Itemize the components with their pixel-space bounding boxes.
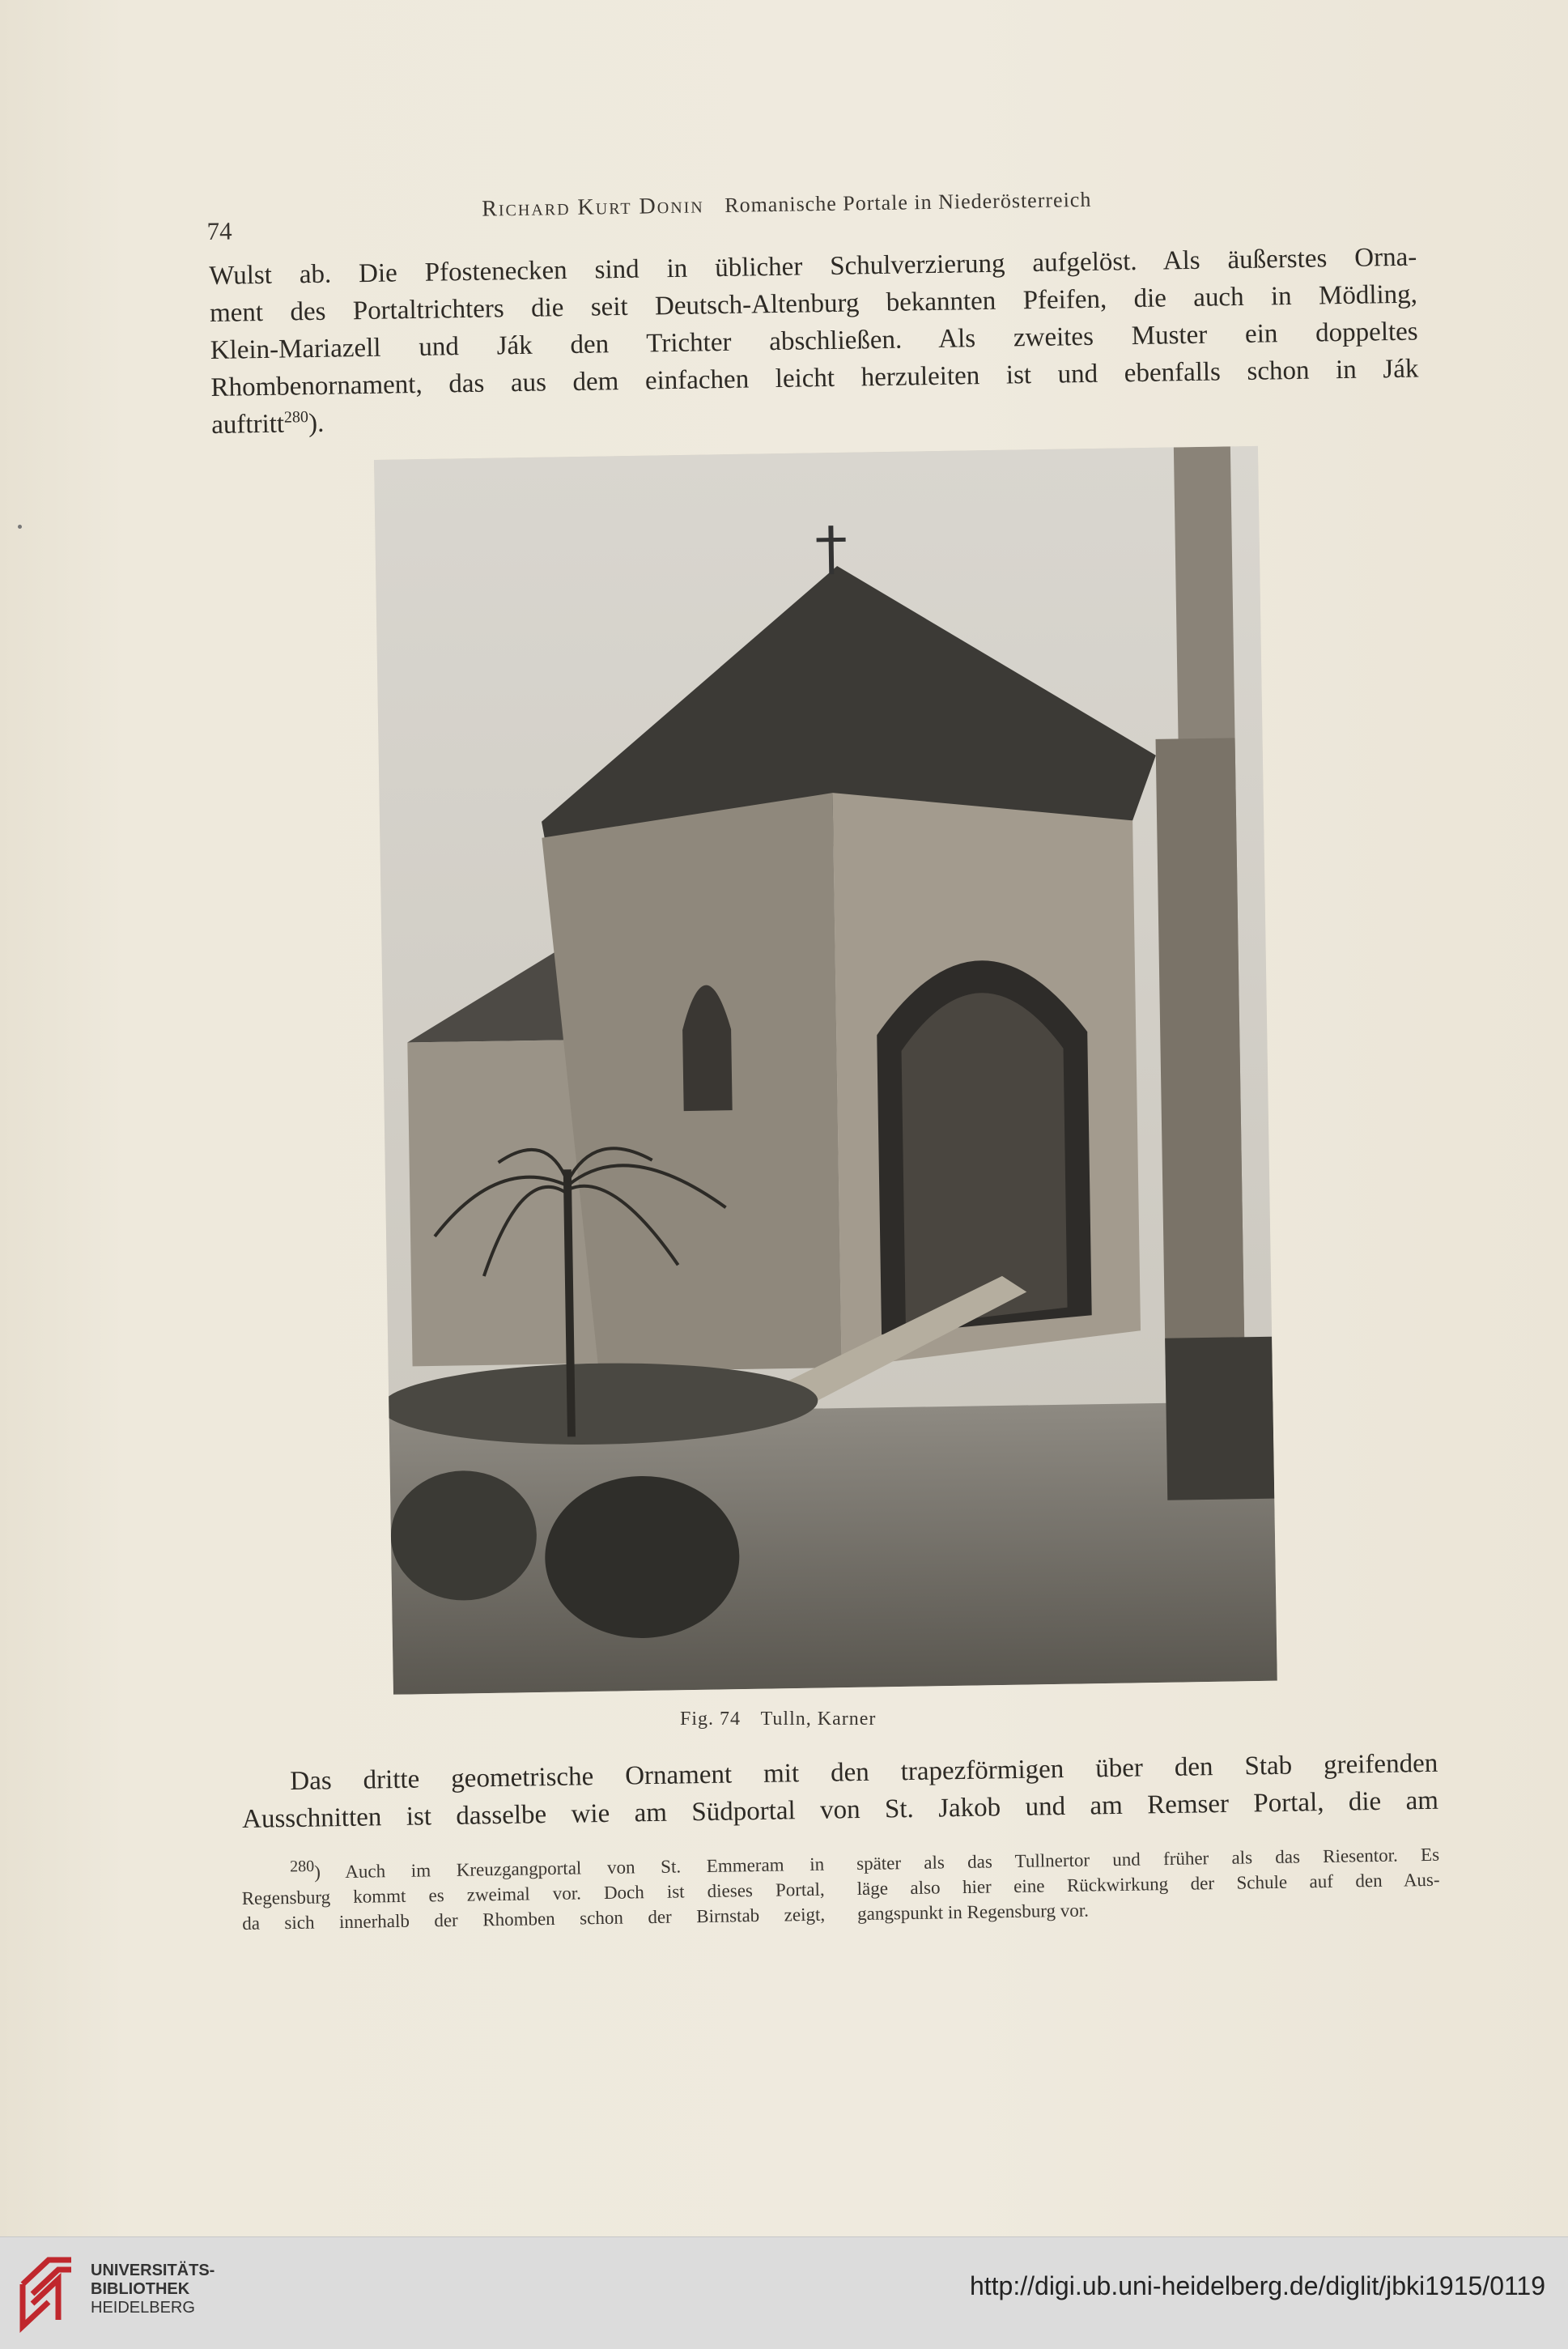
tower-buttress bbox=[1156, 738, 1246, 1419]
figure-caption bbox=[680, 1709, 876, 1730]
paragraph-1 bbox=[209, 239, 1419, 444]
paragraph-1-line: Wulst ab. Die Pfostenecken sind in üblicher Schulverzierung aufgelöst. Als äußerstes Orna- bbox=[209, 242, 1417, 291]
roof-cross bbox=[828, 526, 834, 574]
footnote-line-text: ) Auch im Kreuzgangportal von St. Emmeram in bbox=[314, 1853, 825, 1883]
paragraph-2 bbox=[241, 1745, 1438, 1838]
library-name[interactable] bbox=[91, 2262, 215, 2317]
library-name-line: HEIDELBERG bbox=[91, 2299, 195, 2317]
library-logo-mark bbox=[23, 2260, 71, 2326]
footnote-left-column bbox=[241, 1852, 825, 1936]
header-title: Romanische Portale in Niederösterreich bbox=[725, 187, 1092, 217]
library-name-line: UNIVERSITÄTS- bbox=[91, 2262, 215, 2279]
paragraph-1-line: ment des Portaltrichters die seit Deutsch-Altenburg bekannten Pfeifen, die auch in Mödling, bbox=[209, 279, 1418, 328]
figure-number: Fig. 74 bbox=[680, 1709, 742, 1730]
footnote-line: gangspunkt in Regensburg vor. bbox=[856, 1900, 1090, 1925]
header-author: Richard Kurt Donin bbox=[481, 193, 704, 222]
running-header bbox=[206, 181, 1421, 245]
evergreen-right bbox=[1165, 1337, 1274, 1500]
library-logo-icon[interactable] bbox=[16, 2252, 78, 2333]
margin-speck bbox=[18, 525, 22, 529]
last-line-text: auftritt bbox=[210, 409, 285, 440]
karner-photo-illustration bbox=[374, 446, 1277, 1695]
footnote-reference: 280 bbox=[283, 408, 309, 427]
footnote-line: Regensburg kommt es zweimal vor. Doch ist dieses Portal, bbox=[241, 1879, 825, 1909]
portal-recess bbox=[900, 992, 1067, 1326]
footnote-line: da sich innerhalb der Rhomben schon der Birnstab zeigt, bbox=[242, 1904, 826, 1934]
footnote-line: später als das Tullnertor und früher als das Riesentor. Es bbox=[856, 1844, 1440, 1875]
library-name-line: BIBLIOTHEK bbox=[91, 2280, 190, 2298]
digitization-footer bbox=[0, 2236, 1568, 2349]
footnotes bbox=[241, 1842, 1441, 1958]
paragraph-1-line: Rhombenornament, das aus dem einfachen leicht herzuleiten ist und ebenfalls schon in Ják bbox=[210, 354, 1419, 402]
roof-cross-bar bbox=[817, 538, 846, 543]
permalink-url[interactable]: http://digi.ub.uni-heidelberg.de/diglit/jbki1915/0119 bbox=[969, 2271, 1545, 2300]
footnote-marker: 280 bbox=[289, 1857, 315, 1876]
footnote-right-column bbox=[856, 1842, 1440, 1926]
figure-caption-text: Tulln, Karner bbox=[760, 1709, 877, 1730]
paragraph-2-line: Das dritte geometrische Ornament mit den trapezförmigen über den Stab greifenden bbox=[290, 1748, 1438, 1797]
running-title bbox=[482, 187, 1092, 223]
paragraph-2-line: Ausschnitten ist dasselbe wie am Südportal von St. Jakob und am Remser Portal, die am bbox=[241, 1785, 1439, 1834]
paragraph-1-line: Klein-Mariazell und Ják den Trichter abschließen. Als zweites Muster ein doppeltes bbox=[210, 317, 1418, 365]
last-line-end: ). bbox=[308, 408, 325, 439]
figure-photograph bbox=[374, 446, 1277, 1695]
page-number: 74 bbox=[206, 216, 232, 245]
footnote-line: läge also hier eine Rückwirkung der Schule auf den Aus- bbox=[856, 1869, 1440, 1900]
